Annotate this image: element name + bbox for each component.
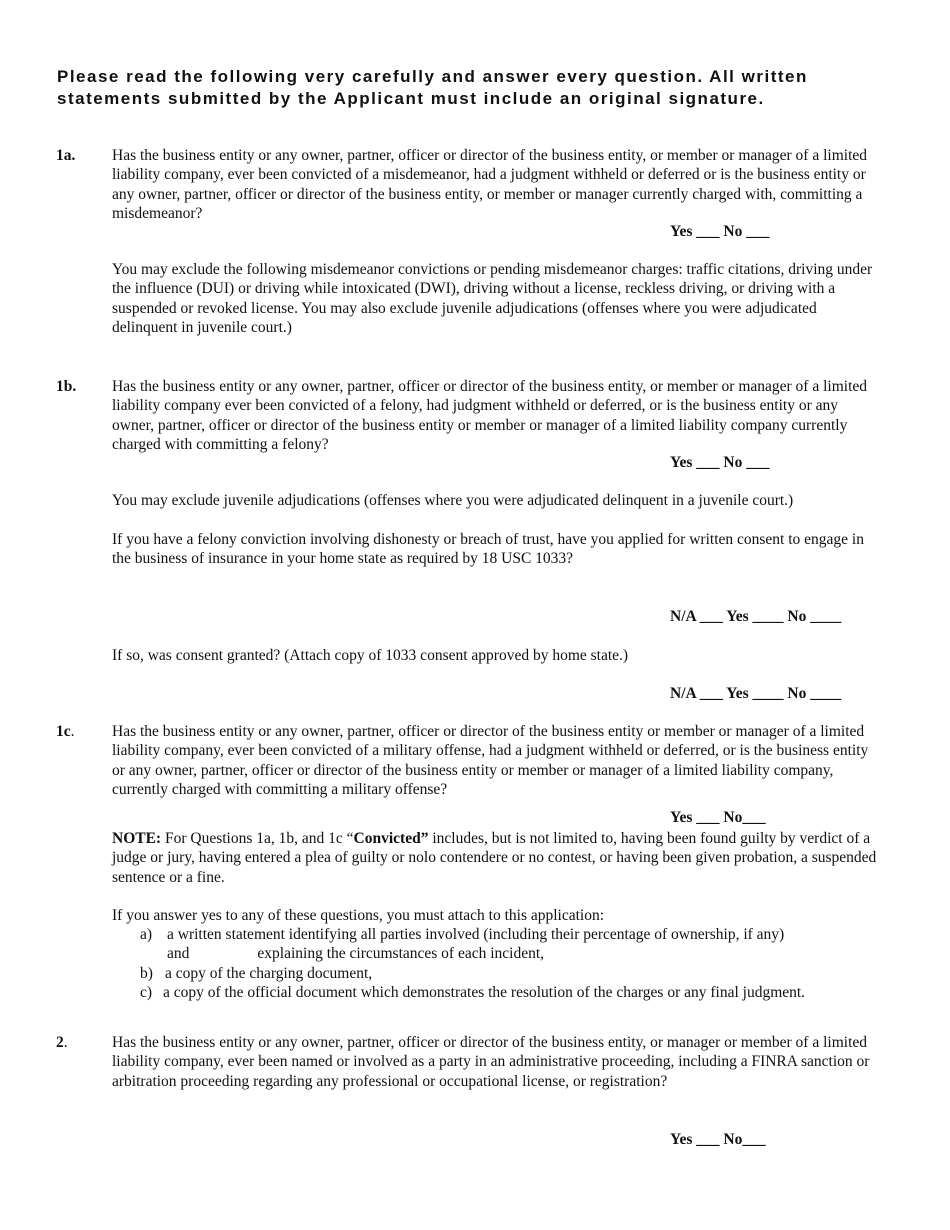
question-1c-number-dot: . <box>70 723 75 740</box>
question-2-number <box>56 1033 68 1052</box>
question-1c-number-label: 1c <box>56 723 71 740</box>
attach-item-c-text: a copy of the official document which demonstrates the resolution of the charges or any final judgment. <box>163 983 806 1001</box>
question-2-number-dot: . <box>63 1034 68 1051</box>
note-text-1: For Questions 1a, 1b, and 1c “ <box>161 830 354 847</box>
attach-item-a-and: and <box>167 945 190 963</box>
question-2-number-label: 2 <box>56 1034 64 1051</box>
attach-item-c-marker: c) <box>140 983 153 1001</box>
question-1b-granted-answer[interactable]: N/A ___ Yes ____ No ____ <box>670 685 842 702</box>
question-1c-note <box>112 829 887 887</box>
question-1b-answer[interactable]: Yes ___ No ___ <box>670 454 770 471</box>
question-2-answer[interactable]: Yes ___ No___ <box>670 1131 766 1148</box>
attach-item-b-text: a copy of the charging document, <box>165 964 373 982</box>
question-1a-number: 1a. <box>56 147 76 164</box>
note-label: NOTE: <box>112 830 162 847</box>
note-text-2: includes, but is not limited to, having been found guilty by verdict of a judge or jury, having entered a plea of guilty or nolo contendere or no contest, or having been given probation, a suspended sentence or a fine. <box>112 830 877 886</box>
question-1a-text: Has the business entity or any owner, partner, officer or director of the business entity, or member or manager of a limited liability company, ever been convicted of a misdemeanor, had a judgment withheld or deferred or is the business entity or any owner, partner, officer or director of the business entity, or member or manager currently charged with, committing a misdemeanor? <box>112 147 868 222</box>
question-1b-number: 1b. <box>56 378 77 395</box>
attach-item-a-marker: a) <box>140 926 153 943</box>
attach-intro: If you answer yes to any of these questions, you must attach to this application: <box>112 907 605 924</box>
attach-item-b-marker: b) <box>140 964 153 982</box>
note-convicted: Convicted” <box>353 830 429 847</box>
attach-item-a-explaining: explaining the circumstances of each incident, <box>257 945 545 963</box>
instructions-heading: Please read the following very carefully and answer every question. All written statements submitted by the Applicant must include an original signature. <box>57 67 808 108</box>
attach-item-a <box>112 925 892 964</box>
question-1c-text: Has the business entity or any owner, partner, officer or director of the business entity or member or manager of a limited liability company, ever been convicted of a military offense, had a judgment withheld or deferred, or is the business entity or any owner, partner, officer or director of the business entity or member or manager of a limited liability company, currently charged with committing a military offense? <box>112 723 869 798</box>
question-1c-number <box>56 722 75 741</box>
attach-item-b <box>112 964 892 983</box>
question-2-text: Has the business entity or any owner, partner, officer or director of the business entity, or manager or member of a limited liability company, ever been named or involved as a party in an administrative proceeding, including a FINRA sanction or arbitration proceeding regarding any professional or occupational license, or registration? <box>112 1034 870 1090</box>
attach-item-a-text: a written statement identifying all parties involved (including their percentage of ownership, if any) <box>167 926 785 943</box>
question-1b-text: Has the business entity or any owner, partner, officer or director of the business entity, or member or manager of a limited liability company ever been convicted of a felony, had judgment withheld or deferred, or is the business entity or any owner, partner, officer or director of the business entity or member or manager of a limited liability company currently charged with committing a felony? <box>112 378 868 453</box>
question-1a-answer[interactable]: Yes ___ No ___ <box>670 223 770 240</box>
question-1c-answer[interactable]: Yes ___ No___ <box>670 809 766 826</box>
question-1a-exclusions: You may exclude the following misdemeanor convictions or pending misdemeanor charges: traffic citations, driving under the influence (DUI) or driving while intoxicated (DWI), driving without a license, reckless driving, or driving with a suspended or revoked license. You may also exclude juvenile adjudications (offenses where you were adjudicated delinquent in juvenile court.) <box>112 261 873 336</box>
question-1b-consent-question: If you have a felony conviction involving dishonesty or breach of trust, have you applied for written consent to engage in the business of insurance in your home state as required by 18 USC 1033? <box>112 531 864 568</box>
question-1b-granted-question: If so, was consent granted? (Attach copy of 1033 consent approved by home state.) <box>112 647 629 664</box>
attach-item-a-continuation <box>140 944 892 963</box>
question-1b-exclusions: You may exclude juvenile adjudications (offenses where you were adjudicated delinquent in a juvenile court.) <box>112 492 794 509</box>
attach-list <box>112 925 892 1002</box>
attach-item-c <box>112 983 892 1002</box>
question-1b-consent-answer[interactable]: N/A ___ Yes ____ No ____ <box>670 608 842 625</box>
